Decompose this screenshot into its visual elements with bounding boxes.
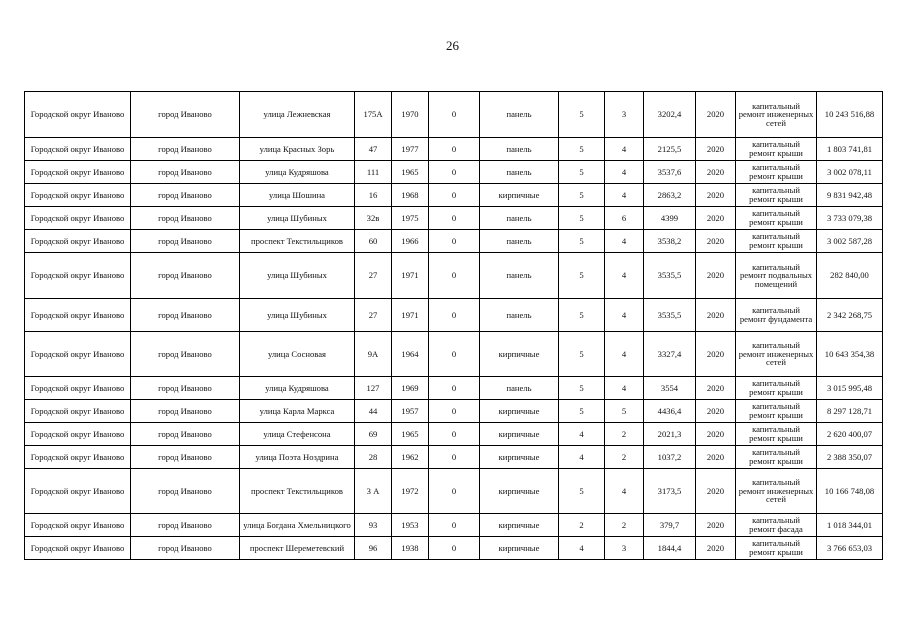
cell-plan-year: 2020 (696, 161, 736, 184)
cell-year-overhaul: 0 (429, 299, 480, 332)
cell-work: капитальный ремонт крыши (736, 207, 817, 230)
cell-work: капитальный ремонт инженерных сетей (736, 469, 817, 514)
cell-floors: 5 (559, 184, 605, 207)
cell-wall-material: панель (480, 377, 559, 400)
cell-year-overhaul: 0 (429, 184, 480, 207)
cell-house: 69 (355, 423, 392, 446)
cell-wall-material: панель (480, 299, 559, 332)
cell-floors: 5 (559, 230, 605, 253)
cell-entrances: 4 (605, 377, 644, 400)
table-row (25, 138, 883, 161)
cell-settlement: город Иваново (131, 400, 240, 423)
cell-year-built: 1957 (392, 400, 429, 423)
cell-work: капитальный ремонт крыши (736, 138, 817, 161)
cell-floors: 5 (559, 332, 605, 377)
cell-floors: 5 (559, 253, 605, 299)
cell-year-built: 1968 (392, 184, 429, 207)
cell-entrances: 2 (605, 423, 644, 446)
cell-street: проспект Текстильщиков (240, 469, 355, 514)
cell-street: улица Красных Зорь (240, 138, 355, 161)
cell-cost: 2 342 268,75 (817, 299, 883, 332)
cell-street: улица Стефенсона (240, 423, 355, 446)
cell-area: 2863,2 (644, 184, 696, 207)
cell-cost: 10 243 516,88 (817, 92, 883, 138)
cell-settlement: город Иваново (131, 138, 240, 161)
cell-plan-year: 2020 (696, 377, 736, 400)
cell-work: капитальный ремонт подвальных помещений (736, 253, 817, 299)
cell-year-built: 1971 (392, 253, 429, 299)
cell-entrances: 2 (605, 446, 644, 469)
cell-area: 2125,5 (644, 138, 696, 161)
cell-plan-year: 2020 (696, 184, 736, 207)
cell-district: Городской округ Иваново (25, 514, 131, 537)
cell-district: Городской округ Иваново (25, 138, 131, 161)
cell-entrances: 3 (605, 92, 644, 138)
cell-district: Городской округ Иваново (25, 92, 131, 138)
cell-entrances: 4 (605, 138, 644, 161)
cell-year-overhaul: 0 (429, 469, 480, 514)
cell-floors: 5 (559, 299, 605, 332)
cell-street: улица Кудряшова (240, 161, 355, 184)
cell-area: 2021,3 (644, 423, 696, 446)
cell-work: капитальный ремонт крыши (736, 161, 817, 184)
cell-house: 28 (355, 446, 392, 469)
table-row (25, 207, 883, 230)
cell-street: проспект Шереметевский (240, 537, 355, 560)
cell-year-overhaul: 0 (429, 161, 480, 184)
cell-house: 27 (355, 253, 392, 299)
table-row (25, 514, 883, 537)
cell-settlement: город Иваново (131, 161, 240, 184)
cell-year-overhaul: 0 (429, 138, 480, 161)
cell-house: 127 (355, 377, 392, 400)
cell-area: 379,7 (644, 514, 696, 537)
cell-area: 3538,2 (644, 230, 696, 253)
cell-cost: 10 166 748,08 (817, 469, 883, 514)
page-number: 26 (446, 38, 459, 53)
cell-house: 16 (355, 184, 392, 207)
cell-district: Городской округ Иваново (25, 253, 131, 299)
cell-wall-material: кирпичные (480, 332, 559, 377)
cell-entrances: 4 (605, 184, 644, 207)
cell-floors: 5 (559, 138, 605, 161)
table-row (25, 537, 883, 560)
cell-work: капитальный ремонт крыши (736, 423, 817, 446)
cell-year-built: 1972 (392, 469, 429, 514)
cell-cost: 3 002 078,11 (817, 161, 883, 184)
cell-cost: 10 643 354,38 (817, 332, 883, 377)
cell-wall-material: панель (480, 138, 559, 161)
cell-area: 1844,4 (644, 537, 696, 560)
cell-work: капитальный ремонт крыши (736, 537, 817, 560)
cell-street: улица Богдана Хмельницкого (240, 514, 355, 537)
cell-year-overhaul: 0 (429, 92, 480, 138)
cell-district: Городской округ Иваново (25, 377, 131, 400)
cell-area: 3554 (644, 377, 696, 400)
cell-work: капитальный ремонт крыши (736, 446, 817, 469)
cell-year-built: 1964 (392, 332, 429, 377)
cell-cost: 3 002 587,28 (817, 230, 883, 253)
cell-area: 3327,4 (644, 332, 696, 377)
cell-street: улица Кудряшова (240, 377, 355, 400)
cell-year-overhaul: 0 (429, 446, 480, 469)
cell-district: Городской округ Иваново (25, 537, 131, 560)
cell-cost: 2 620 400,07 (817, 423, 883, 446)
cell-area: 1037,2 (644, 446, 696, 469)
cell-settlement: город Иваново (131, 230, 240, 253)
cell-cost: 9 831 942,48 (817, 184, 883, 207)
table-row (25, 230, 883, 253)
cell-entrances: 4 (605, 230, 644, 253)
cell-plan-year: 2020 (696, 332, 736, 377)
cell-year-overhaul: 0 (429, 400, 480, 423)
cell-district: Городской округ Иваново (25, 469, 131, 514)
cell-settlement: город Иваново (131, 423, 240, 446)
cell-district: Городской округ Иваново (25, 207, 131, 230)
cell-year-built: 1938 (392, 537, 429, 560)
cell-street: улица Карла Маркса (240, 400, 355, 423)
cell-year-overhaul: 0 (429, 207, 480, 230)
table-row (25, 332, 883, 377)
cell-district: Городской округ Иваново (25, 161, 131, 184)
cell-wall-material: кирпичные (480, 537, 559, 560)
table-row (25, 299, 883, 332)
cell-settlement: город Иваново (131, 377, 240, 400)
cell-entrances: 3 (605, 537, 644, 560)
cell-year-built: 1953 (392, 514, 429, 537)
cell-area: 3173,5 (644, 469, 696, 514)
cell-settlement: город Иваново (131, 253, 240, 299)
cell-plan-year: 2020 (696, 299, 736, 332)
cell-entrances: 6 (605, 207, 644, 230)
cell-wall-material: кирпичные (480, 400, 559, 423)
cell-year-built: 1975 (392, 207, 429, 230)
cell-plan-year: 2020 (696, 514, 736, 537)
cell-work: капитальный ремонт крыши (736, 400, 817, 423)
cell-street: улица Шошина (240, 184, 355, 207)
cell-year-built: 1977 (392, 138, 429, 161)
cell-street: улица Шубиных (240, 253, 355, 299)
cell-district: Городской округ Иваново (25, 400, 131, 423)
cell-settlement: город Иваново (131, 514, 240, 537)
cell-entrances: 4 (605, 161, 644, 184)
cell-floors: 5 (559, 161, 605, 184)
housing-overhaul-table (24, 91, 883, 560)
cell-street: проспект Текстильщиков (240, 230, 355, 253)
cell-floors: 4 (559, 423, 605, 446)
cell-wall-material: панель (480, 161, 559, 184)
cell-street: улица Сосновая (240, 332, 355, 377)
cell-district: Городской округ Иваново (25, 423, 131, 446)
cell-wall-material: кирпичные (480, 423, 559, 446)
cell-street: улица Лежневская (240, 92, 355, 138)
cell-year-overhaul: 0 (429, 332, 480, 377)
cell-entrances: 4 (605, 469, 644, 514)
cell-house: 44 (355, 400, 392, 423)
cell-year-overhaul: 0 (429, 230, 480, 253)
cell-work: капитальный ремонт крыши (736, 230, 817, 253)
cell-plan-year: 2020 (696, 207, 736, 230)
cell-floors: 4 (559, 446, 605, 469)
cell-area: 4399 (644, 207, 696, 230)
table-body (25, 92, 883, 560)
cell-floors: 5 (559, 207, 605, 230)
table-row (25, 446, 883, 469)
cell-plan-year: 2020 (696, 230, 736, 253)
cell-settlement: город Иваново (131, 299, 240, 332)
table-row (25, 377, 883, 400)
cell-house: 175А (355, 92, 392, 138)
cell-wall-material: кирпичные (480, 184, 559, 207)
cell-settlement: город Иваново (131, 207, 240, 230)
cell-entrances: 4 (605, 299, 644, 332)
cell-entrances: 4 (605, 253, 644, 299)
table-row (25, 161, 883, 184)
cell-year-overhaul: 0 (429, 514, 480, 537)
cell-cost: 3 015 995,48 (817, 377, 883, 400)
cell-wall-material: кирпичные (480, 469, 559, 514)
cell-house: 27 (355, 299, 392, 332)
cell-wall-material: кирпичные (480, 514, 559, 537)
cell-year-built: 1970 (392, 92, 429, 138)
cell-street: улица Поэта Ноздрина (240, 446, 355, 469)
cell-year-built: 1969 (392, 377, 429, 400)
cell-entrances: 2 (605, 514, 644, 537)
cell-cost: 1 018 344,01 (817, 514, 883, 537)
cell-floors: 5 (559, 377, 605, 400)
cell-plan-year: 2020 (696, 138, 736, 161)
cell-cost: 282 840,00 (817, 253, 883, 299)
cell-district: Городской округ Иваново (25, 230, 131, 253)
cell-district: Городской округ Иваново (25, 184, 131, 207)
cell-settlement: город Иваново (131, 469, 240, 514)
cell-work: капитальный ремонт фасада (736, 514, 817, 537)
cell-wall-material: панель (480, 253, 559, 299)
cell-settlement: город Иваново (131, 537, 240, 560)
cell-entrances: 5 (605, 400, 644, 423)
cell-cost: 2 388 350,07 (817, 446, 883, 469)
cell-plan-year: 2020 (696, 423, 736, 446)
cell-settlement: город Иваново (131, 184, 240, 207)
cell-street: улица Шубиных (240, 207, 355, 230)
table-row (25, 253, 883, 299)
cell-wall-material: кирпичные (480, 446, 559, 469)
cell-floors: 5 (559, 400, 605, 423)
cell-year-built: 1971 (392, 299, 429, 332)
cell-year-built: 1966 (392, 230, 429, 253)
cell-plan-year: 2020 (696, 469, 736, 514)
cell-settlement: город Иваново (131, 332, 240, 377)
cell-street: улица Шубиных (240, 299, 355, 332)
table-row (25, 184, 883, 207)
cell-year-overhaul: 0 (429, 537, 480, 560)
cell-floors: 4 (559, 537, 605, 560)
cell-year-overhaul: 0 (429, 253, 480, 299)
cell-settlement: город Иваново (131, 92, 240, 138)
cell-plan-year: 2020 (696, 400, 736, 423)
cell-plan-year: 2020 (696, 446, 736, 469)
cell-year-built: 1962 (392, 446, 429, 469)
cell-wall-material: панель (480, 92, 559, 138)
cell-cost: 3 733 079,38 (817, 207, 883, 230)
cell-wall-material: панель (480, 207, 559, 230)
cell-year-overhaul: 0 (429, 423, 480, 446)
cell-area: 4436,4 (644, 400, 696, 423)
cell-house: 60 (355, 230, 392, 253)
cell-area: 3535,5 (644, 253, 696, 299)
cell-house: 32в (355, 207, 392, 230)
cell-work: капитальный ремонт фундамента (736, 299, 817, 332)
cell-entrances: 4 (605, 332, 644, 377)
cell-floors: 5 (559, 92, 605, 138)
cell-work: капитальный ремонт крыши (736, 184, 817, 207)
table-row (25, 423, 883, 446)
cell-settlement: город Иваново (131, 446, 240, 469)
cell-cost: 3 766 653,03 (817, 537, 883, 560)
cell-house: 93 (355, 514, 392, 537)
cell-cost: 1 803 741,81 (817, 138, 883, 161)
cell-plan-year: 2020 (696, 537, 736, 560)
cell-area: 3202,4 (644, 92, 696, 138)
cell-district: Городской округ Иваново (25, 446, 131, 469)
cell-house: 96 (355, 537, 392, 560)
cell-work: капитальный ремонт инженерных сетей (736, 332, 817, 377)
cell-floors: 2 (559, 514, 605, 537)
cell-year-built: 1965 (392, 161, 429, 184)
cell-work: капитальный ремонт крыши (736, 377, 817, 400)
cell-year-built: 1965 (392, 423, 429, 446)
cell-area: 3535,5 (644, 299, 696, 332)
cell-house: 111 (355, 161, 392, 184)
cell-house: 9А (355, 332, 392, 377)
cell-year-overhaul: 0 (429, 377, 480, 400)
cell-work: капитальный ремонт инженерных сетей (736, 92, 817, 138)
cell-area: 3537,6 (644, 161, 696, 184)
cell-district: Городской округ Иваново (25, 332, 131, 377)
table-row (25, 469, 883, 514)
cell-plan-year: 2020 (696, 253, 736, 299)
cell-house: 47 (355, 138, 392, 161)
cell-plan-year: 2020 (696, 92, 736, 138)
table-row (25, 400, 883, 423)
cell-house: 3 А (355, 469, 392, 514)
cell-district: Городской округ Иваново (25, 299, 131, 332)
cell-wall-material: панель (480, 230, 559, 253)
cell-cost: 8 297 128,71 (817, 400, 883, 423)
table-row (25, 92, 883, 138)
cell-floors: 5 (559, 469, 605, 514)
